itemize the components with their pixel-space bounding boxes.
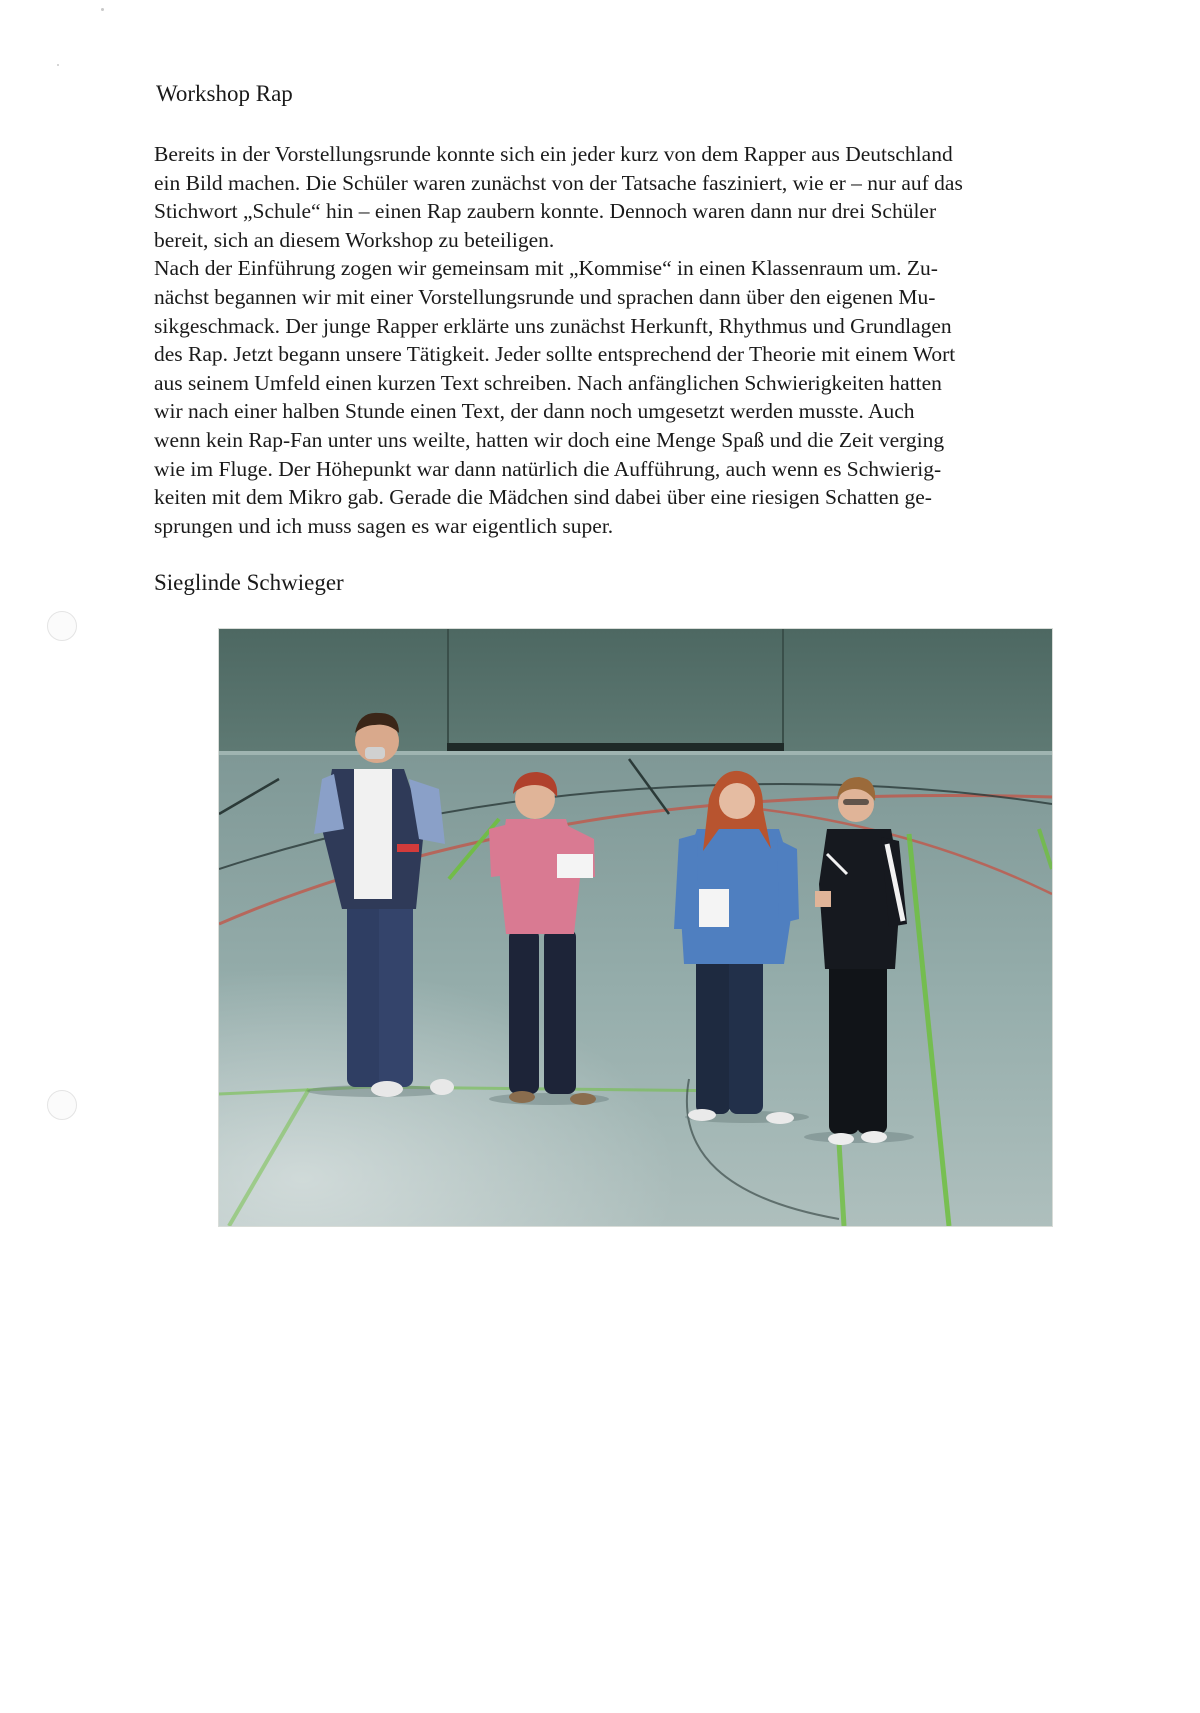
paragraph-line: keiten mit dem Mikro gab. Gerade die Mädchen sind dabei über eine riesigen Schatten ge- xyxy=(154,485,932,510)
paragraph-line: nächst begannen wir mit einer Vorstellungsrunde und sprachen dann über den eigenen Mu- xyxy=(154,284,936,309)
paragraph-line: des Rap. Jetzt begann unsere Tätigkeit. Jeder sollte entsprechend der Theorie mit einem Wort xyxy=(154,342,956,367)
punch-hole-lower xyxy=(47,1090,77,1120)
paragraph-line: Nach der Einführung zogen wir gemeinsam mit „Kommise“ in einen Klassenraum um. Zu- xyxy=(154,256,938,281)
paragraph-line: bereit, sich an diesem Workshop zu beteiligen. xyxy=(154,227,555,252)
paragraph-line: sprungen und ich muss sagen es war eigentlich super. xyxy=(154,513,614,538)
punch-hole-upper xyxy=(47,611,77,641)
author-signature: Sieglinde Schwieger xyxy=(154,570,344,595)
scan-speck xyxy=(57,64,59,66)
hall-wall xyxy=(219,629,1052,757)
paragraph-line: wenn kein Rap-Fan unter uns weilte, hatten wir doch eine Menge Spaß und die Zeit verging xyxy=(154,427,945,452)
paragraph-line: ein Bild machen. Die Schüler waren zunächst von der Tatsache fasziniert, wie er – nur auf das xyxy=(154,170,963,195)
paragraph-line: Bereits in der Vorstellungsrunde konnte sich ein jeder kurz von dem Rapper aus Deutschland xyxy=(154,142,953,166)
paragraph-line: sikgeschmack. Der junge Rapper erklärte uns zunächst Herkunft, Rhythmus und Grundlagen xyxy=(154,313,952,338)
body-paragraph xyxy=(154,140,1104,540)
scan-speck xyxy=(101,8,104,11)
document-title: Workshop Rap xyxy=(156,81,293,106)
paragraph-line: Stichwort „Schule“ hin – einen Rap zaubern konnte. Dennoch waren dann nur drei Schüler xyxy=(154,199,937,224)
paragraph-line: wie im Fluge. Der Höhepunkt war dann natürlich die Aufführung, auch wenn es Schwierig- xyxy=(154,456,942,481)
paragraph-line: wir nach einer halben Stunde einen Text, der dann noch umgesetzt werden musste. Auch xyxy=(154,399,915,424)
gym-hall-illustration xyxy=(219,629,1052,1226)
workshop-photo xyxy=(219,629,1052,1226)
wall-bar xyxy=(447,743,784,751)
paragraph-line: aus seinem Umfeld einen kurzen Text schreiben. Nach anfänglichen Schwierigkeiten hatten xyxy=(154,370,942,395)
